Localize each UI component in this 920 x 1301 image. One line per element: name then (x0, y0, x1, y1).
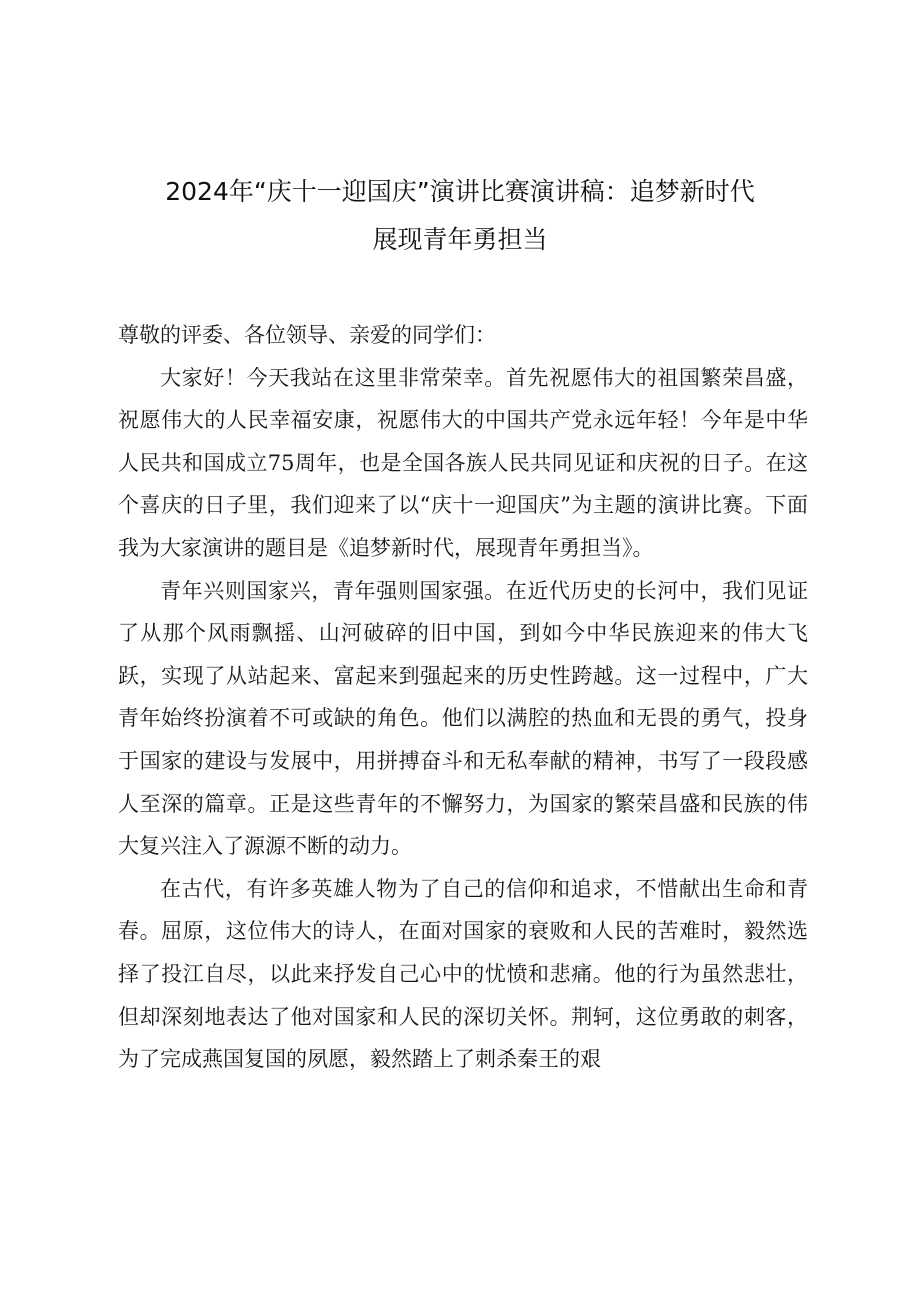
title-line-2: 展现青年勇担当 (372, 225, 548, 254)
paragraph-youth: 青年兴则国家兴，青年强则国家强。在近代历史的长河中，我们见证了从那个风雨飘摇、山河破碎的旧中国，到如今中华民族迎来的伟大飞跃，实现了从站起来、富起来到强起来的历史性跨越。这一过程中，广大青年始终扮演着不可或缺的角色。他们以满腔的热血和无畏的勇气，投身于国家的建设与发展中，用拼搏奋斗和无私奉献的精神，书写了一段段感人至深的篇章。正是这些青年的不懈努力，为国家的繁荣昌盛和民族的伟大复兴注入了源源不断的动力。 (118, 578, 808, 859)
document-body (118, 314, 808, 1081)
paragraph-ancient-heroes: 在古代，有许多英雄人物为了自己的信仰和追求，不惜献出生命和青春。屈原，这位伟大的诗人，在面对国家的衰败和人民的苦难时，毅然选择了投江自尽，以此来抒发自己心中的忧愤和悲痛。他的行为虽然悲壮，但却深刻地表达了他对国家和人民的深切关怀。荆轲，这位勇敢的刺客，为了完成燕国复国的夙愿，毅然踏上了刺杀秦王的艰 (118, 876, 808, 1072)
salutation: 尊敬的评委、各位领导、亲爱的同学们： (118, 323, 496, 347)
title-line-1: 2024年“庆十一迎国庆”演讲比赛演讲稿：追梦新时代 (165, 177, 755, 206)
paragraph-greeting: 大家好！今天我站在这里非常荣幸。首先祝愿伟大的祖国繁荣昌盛，祝愿伟大的人民幸福安康，祝愿伟大的中国共产党永远年轻！今年是中华人民共和国成立75周年，也是全国各族人民共同见证和庆祝的日子。在这个喜庆的日子里，我们迎来了以“庆十一迎国庆”为主题的演讲比赛。下面我为大家演讲的题目是《追梦新时代，展现青年勇担当》。 (118, 365, 808, 560)
document-title (110, 168, 810, 264)
